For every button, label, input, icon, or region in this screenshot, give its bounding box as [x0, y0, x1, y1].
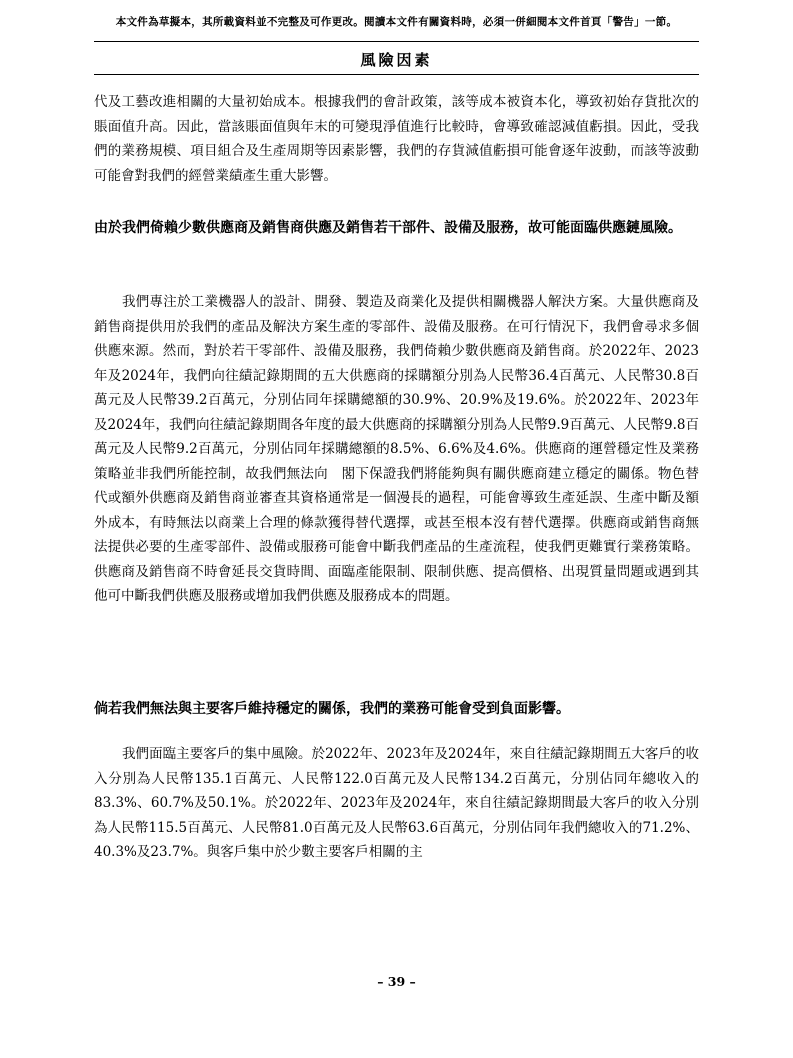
paragraph-customers: 我們面臨主要客戶的集中風險。於2022年、2023年及2024年，來自往績記錄期間五大客戶的收入分別為人民幣135.1百萬元、人民幣122.0百萬元及人民幣134.2百萬元，分別佔同年總收入的 83.3%、60.7%及50.1%。於2022年、2023年及2024年，來自往績記錄期間最大客戶的收入分別為人民幣115.5百萬元、人民幣81.0百萬元及人民幣63.6百萬元，分別佔同年我們總收入的71.2%、40.3%及23.7%。與客戶集中於少數主要客戶相關的主	[94, 746, 699, 860]
draft-warning-notice: 本文件為草擬本，其所載資料並不完整及可作更改。閱讀本文件有關資料時，必須一併細閱本文件首頁「警告」一節。	[115, 16, 678, 28]
paragraph-suppliers: 我們專注於工業機器人的設計、開發、製造及商業化及提供相關機器人解決方案。大量供應商及銷售商提供用於我們的產品及解決方案生產的零部件、設備及服務。在可行情況下，我們會尋求多個供應來源。然而，對於若干零部件、設備及服務，我們倚賴少數供應商及銷售商。於2022年、2023年及2024年，我們向往績記錄期間的五大供應商的採購額分別為人民幣36.4百萬元、人民幣30.8百萬元及人民幣39.2百萬元，分別佔同年採購總額的30.9%、20.9%及19.6%。於2022年、2023年及2024年，我們向往績記錄期間各年度的最大供應商的採購額分別為人民幣9.9百萬元、人民幣9.8百萬元及人民幣9.2百萬元，分別佔同年採購總額的8.5%、6.6%及4.6%。供應商的運營穩定性及業務策略並非我們所能控制，故我們無法向 閣下保證我們將能夠與有關供應商建立穩定的關係。物色替代或額外供應商及銷售商並審查其資格通常是一個漫長的過程，可能會導致生產延誤、生產中斷及額外成本，有時無法以商業上合理的條款獲得替代選擇，或甚至根本沒有替代選擇。供應商或銷售商無法提供必要的生產零部件、設備或服務可能會中斷我們產品的生產流程，使我們更難實行業務策略。供應商及銷售商不時會延長交貨時間、面臨產能限制、限制供應、提高價格、出現質量問題或遇到其他可中斷我們供應及服務或增加我們供應及服務成本的問題。	[94, 294, 699, 604]
risk-heading-customers: 倘若我們無法與主要客戶維持穩定的關係，我們的業務可能會受到負面影響。	[94, 701, 570, 717]
section-title: 風險因素	[360, 51, 433, 69]
header-top-rule	[94, 41, 699, 42]
paragraph-inventory-continued: 代及工藝改進相關的大量初始成本。根據我們的會計政策，該等成本被資本化，導致初始存貨批次的賬面值升高。因此，當該賬面值與年末的可變現淨值進行比較時，會導致確認減值虧損。因此，受我們的業務規模、項目組合及生產周期等因素影響，我們的存貨減值虧損可能會逐年波動，而該等波動可能會對我們的經營業績產生重大影響。	[94, 94, 699, 184]
page-number: – 39 –	[377, 974, 416, 989]
risk-heading-suppliers: 由於我們倚賴少數供應商及銷售商供應及銷售若干部件、設備及服務，故可能面臨供應鏈風險。	[94, 220, 682, 236]
header-bottom-rule	[94, 74, 699, 75]
